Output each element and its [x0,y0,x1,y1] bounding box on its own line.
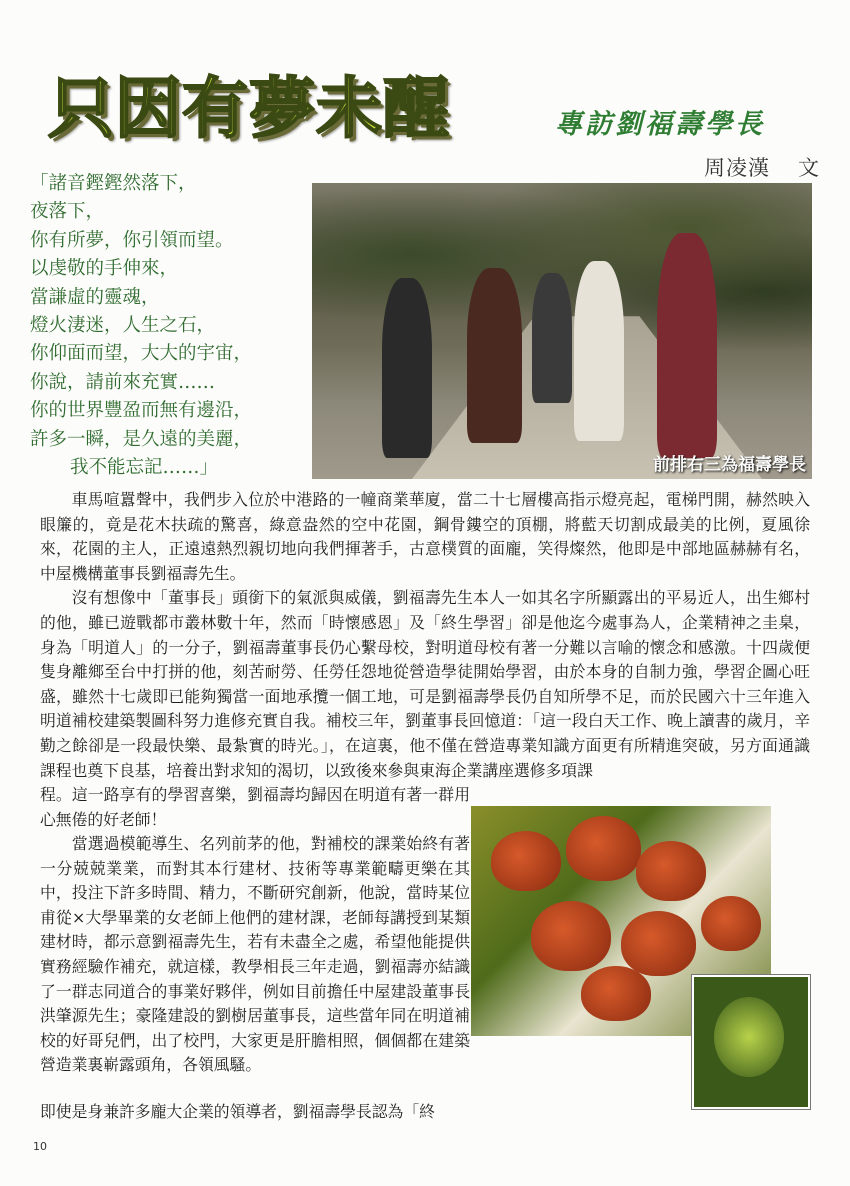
poem-line: 我不能忘記……」 [70,457,219,479]
paragraph: 程。這一路享有的學習喜樂，劉福壽均歸因在明道有著一群用心無倦的好老師！ [40,785,470,829]
poem-line: 你說，請前來充實…… [30,371,216,393]
page-number: 10 [33,1140,47,1153]
author-role: 文 [798,156,820,180]
paragraph: 當選過模範導生、名列前茅的他，對補校的課業始終有著一分兢兢業業，而對其本行建材、技術等專業範疇更樂在其中，投注下許多時間、精力，不斷研究創新，他說，當時某位甫從×大學畢業的女老師上他們的建材課，老師每講授到某類建材時，都示意劉福壽先生，若有未盡全之處，希望他能提供實務經驗作補充，就這樣，教學相長三年走過，劉福壽亦結識了一群志同道合的事業好夥伴，例如目前擔任中屋建設董事長洪肇源先生；豪隆建設的劉樹居董事長，這些當年同在明道補校的好哥兒們，出了校門，大家更是肝膽相照，個個都在建築營造業裏嶄露頭角，各領風騷。 [40,834,470,1075]
author-name: 周凌漢 [704,156,770,180]
photo-caption: 前排右三為福壽學長 [653,455,806,475]
poem-line: 夜落下， [30,201,105,223]
author-line [704,152,820,182]
poem-line: 當謙虛的靈魂， [30,286,160,308]
article-title: 只因有夢未醒 [48,70,450,147]
poem-line: 燈火淒迷，人生之石， [30,315,216,337]
poem-block [30,170,315,482]
poem-line: 以虔敬的手伸來， [30,258,179,280]
group-walking-photo [312,183,812,479]
poem-line: 你的世界豐盈而無有邊沿， [30,400,253,422]
paragraph: 即使是身兼許多龐大企業的領導者，劉福壽學長認為「終 [40,1102,435,1121]
poem-line: 「諸音鏗鏗然落下， [30,173,197,194]
paragraph: 車馬喧囂聲中，我們步入位於中港路的一幢商業華廈，當二十七層樓高指示燈亮起，電梯門開，赫然映入眼簾的，竟是花木扶疏的驚喜，綠意盎然的空中花園，鋼骨鏤空的頂棚，將藍天切割成最美的比例，夏風徐來，花園的主人，正遠遠熱烈親切地向我們揮著手，古意樸質的面龐，笑得燦然，他即是中部地區赫赫有名，中屋機構董事長劉福壽先生。 [40,490,810,583]
article-subtitle: 專訪劉福壽學長 [555,109,765,140]
green-orchid-inset-photo [692,975,810,1109]
poem-line: 你仰面而望，大大的宇宙， [30,343,253,365]
paragraph: 沒有想像中「董事長」頭銜下的氣派與威儀，劉福壽先生本人一如其名字所顯露出的平易近人，出生鄉村的他，雖已遊戰都市叢林數十年，然而「時懷感恩」及「終生學習」卻是他迄今處事為人，企業精神之圭臬，身為「明道人」的一分子，劉福壽董事長仍心繫母校，對明道母校有著一分難以言喻的懷念和感激。十四歲便隻身離鄉至台中打拼的他，刻苦耐勞、任勞任怨地從營造學徒開始學習，由於本身的自制力強，學習企圖心旺盛，雖然十七歲即已能夠獨當一面地承攬一個工地，可是劉福壽學長仍自知所學不足，而於民國六十三年進入明道補校建築製圖科努力進修充實自我。補校三年，劉董事長回憶道：「這一段白天工作、晚上讀書的歲月，辛勤之餘卻是一段最快樂、最紮實的時光。」，在這裏，他不僅在營造專業知識方面更有所精進突破，另方面通識課程也奠下良基，培養出對求知的渴切，以致後來參與東海企業講座選修多項課 [40,588,810,780]
poem-line: 你有所夢，你引領而望。 [30,229,234,251]
article-body [40,488,810,783]
poem-line: 許多一瞬，是久遠的美麗， [30,428,253,450]
